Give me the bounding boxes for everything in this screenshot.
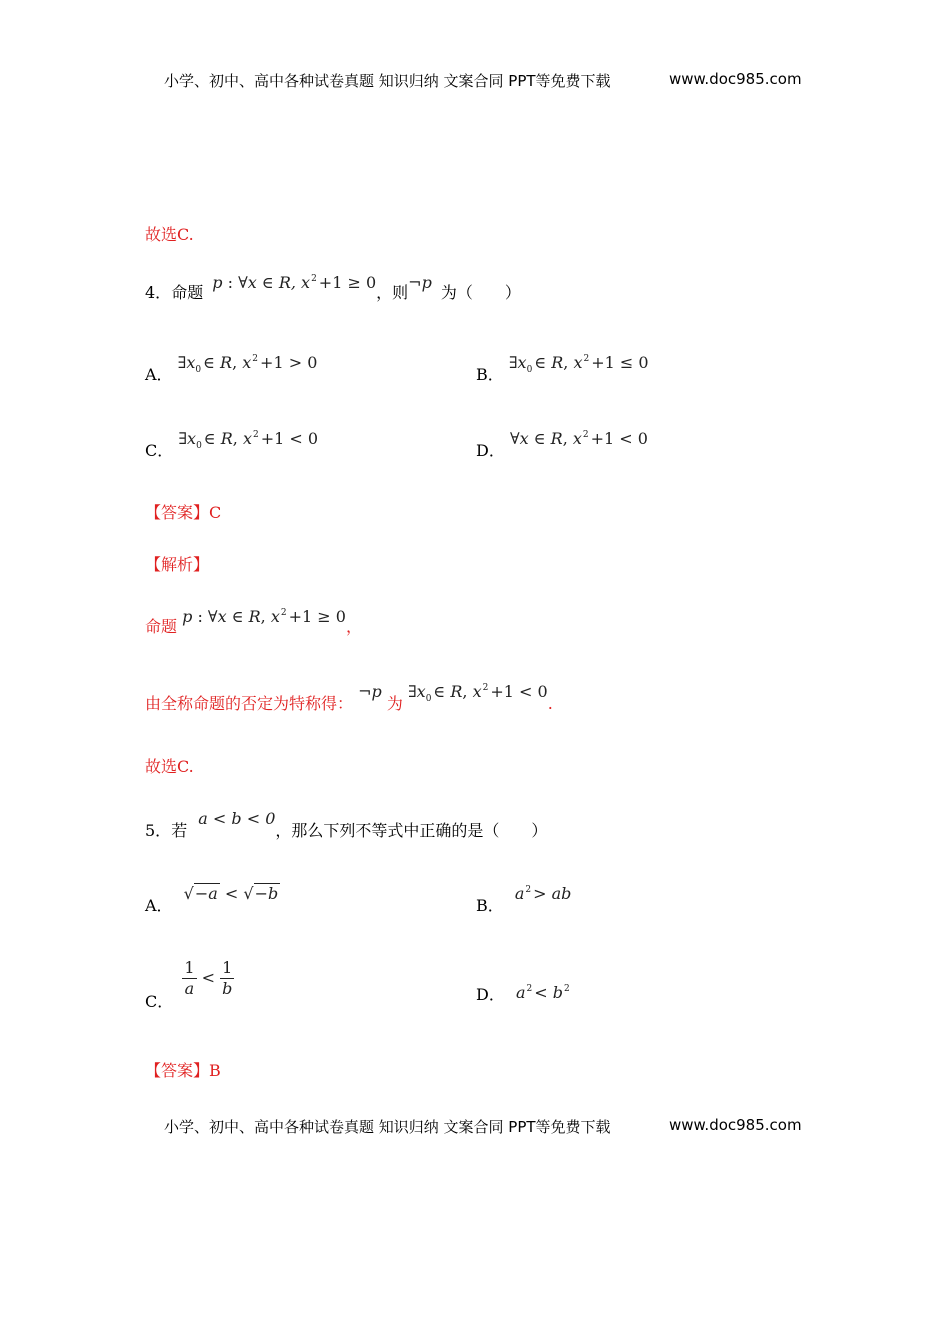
analysis-formula-2: $\exists x_0$ ∈ R, $x^2 +1 < 0$ [407,682,548,704]
option-formula: $\frac{1}{a}$ < $\frac{1}{b}$ [184,958,233,998]
q4-answer [145,500,221,523]
question-5-stem [145,809,548,841]
answer-value: B [209,1061,221,1080]
negation-p: ¬p [408,273,432,292]
question-prefix: 命题 [171,283,204,302]
q4-analysis-line2: 由全称命题的否定为特称得： ¬p 为 $\exists x_0$ ∈ R, $x^2 +1 < 0$. [145,682,553,713]
option-label: C． [145,992,174,1011]
question-number: 5． [145,821,172,840]
question-condition: a < b < 0 [198,809,276,828]
header-text: 小学、初中、高中各种试卷真题 知识归纳 文案合同 PPT等免费下载 [164,72,611,90]
option-label: D． [476,441,505,460]
q4-option-c[interactable] [145,429,319,463]
q4-conclusion: 故选C. [145,757,194,776]
proposition-p: p : ∀x ∈ R, $x^2 +1 \ge 0$ [212,273,377,292]
answer-tag: 【答案】 [145,503,210,522]
question-middle: ，则 [376,283,409,302]
option-formula: $\exists x_0$ ∈ R, $x^2 +1 < 0$ [178,429,319,451]
q5-option-d[interactable] [476,982,572,1005]
prev-conclusion: 故选C. [145,225,194,244]
question-prefix: 若 [171,821,188,840]
q5-option-a[interactable] [145,884,280,916]
question-suffix: 为（ ） [440,283,521,302]
option-label: A． [145,365,173,384]
option-formula: √−a < √−b [183,884,279,903]
analysis-negation: ¬p [358,682,382,701]
option-formula: $a^2 < b^2$ [515,983,570,1002]
q4-analysis-line1: 命题 p : ∀x ∈ R, $x^2 +1 \ge 0$， [145,607,362,636]
q5-option-b[interactable] [476,884,572,916]
footer-url[interactable]: www.doc985.com [669,1116,802,1134]
q5-option-c[interactable] [145,958,234,1011]
question-4-stem [145,273,521,303]
option-formula: $a^2$ > ab [514,884,572,903]
header-url[interactable]: www.doc985.com [669,70,802,88]
answer-tag: 【答案】 [145,1061,210,1080]
option-formula: $\exists x_0$ ∈ R, $x^2 +1 \le 0$ [508,353,649,375]
q4-analysis-tag: 【解析】 [145,555,210,574]
analysis-formula-1: p : ∀x ∈ R, $x^2 +1 \ge 0$ [182,607,346,626]
answer-value: C [209,503,222,522]
page-footer [164,1116,611,1137]
page-header [164,70,611,91]
option-label: C． [145,441,174,460]
option-label: B． [476,365,504,384]
q4-option-a[interactable] [145,353,318,387]
option-label: B． [476,896,504,915]
footer-text: 小学、初中、高中各种试卷真题 知识归纳 文案合同 PPT等免费下载 [164,1118,611,1136]
q4-option-b[interactable] [476,353,649,387]
q5-answer [145,1058,221,1081]
option-label: A． [145,896,173,915]
question-number: 4． [145,283,172,302]
option-formula: ∀x ∈ R, $x^2 +1 < 0$ [509,429,648,448]
option-formula: $\exists x_0$ ∈ R, $x^2 +1 > 0$ [177,353,318,375]
question-suffix: ，那么下列不等式中正确的是（ ） [275,821,548,840]
q4-option-d[interactable] [476,429,648,461]
option-label: D． [476,985,505,1004]
